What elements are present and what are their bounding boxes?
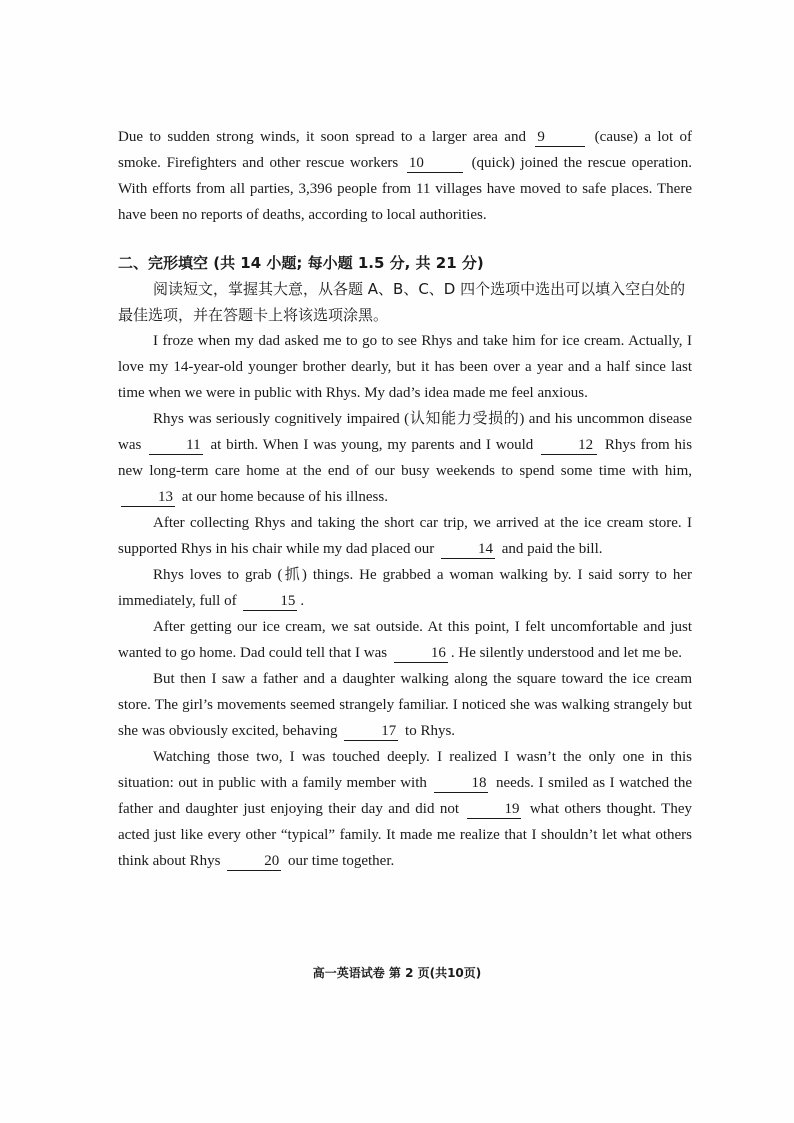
passage-text: at birth. When I was young, my parents and I would (210, 437, 534, 453)
blank-20: 20 (227, 852, 281, 871)
passage-text: Rhys loves to grab (抓) things. He grabbed a woman walking by. I said sorry to her immediately, full of (118, 567, 692, 609)
blank-18: 18 (434, 774, 488, 793)
passage-paragraph-6 (118, 666, 692, 744)
blank-9: 9 (535, 128, 585, 147)
intro-text: Due to sudden strong winds, it soon spread to a larger area and (118, 129, 526, 145)
passage-text: After collecting Rhys and taking the short car trip, we arrived at the ice cream store. I supported Rhys in his chair while my dad placed our (118, 515, 692, 557)
passage-text: to Rhys. (405, 723, 456, 739)
intro-text: (cause) a lot of smoke. Firefighters and other rescue workers (118, 129, 693, 171)
blank-12: 12 (541, 436, 597, 455)
passage-text: . He silently understood and let me be. (450, 645, 683, 661)
blank-14: 14 (441, 540, 495, 559)
blank-13: 13 (121, 488, 175, 507)
passage-text: But then I saw a father and a daughter walking along the square toward the ice cream store. The girl’s movements seemed strangely familiar. I noticed she was walking strangely but she was obviously excited, behaving (118, 671, 692, 739)
passage-text: what others thought. They acted just like every other “typical” family. It made me realize that I shouldn’t let what others think about Rhys (118, 801, 692, 869)
passage-text: . (300, 593, 305, 609)
passage-paragraph-5 (118, 614, 692, 666)
passage-paragraph-2 (118, 406, 692, 510)
blank-15: 15 (243, 592, 297, 611)
blank-10: 10 (407, 154, 463, 173)
blank-19: 19 (467, 800, 521, 819)
passage-text: our time together. (288, 853, 395, 869)
passage-text: After getting our ice cream, we sat outside. At this point, I felt uncomfortable and just wanted to go home. Dad could tell that I was (118, 619, 692, 661)
passage-text: and paid the bill. (501, 541, 603, 557)
intro-text: (quick) joined the rescue operation. With efforts from all parties, 3,396 people from 11 villages have moved to safe places. There have been no reports of deaths, according to local authorities. (118, 155, 692, 223)
passage-paragraph-3 (118, 510, 692, 562)
blank-16: 16 (394, 644, 448, 663)
passage-paragraph-7 (118, 744, 692, 874)
passage-paragraph-1: I froze when my dad asked me to go to see Rhys and take him for ice cream. Actually, I love my 14-year-old younger brother dearly, but it has been over a year and a half since last time when we were in public with Rhys. My dad’s idea made me feel anxious. (118, 333, 692, 401)
passage-paragraph-4 (118, 562, 692, 614)
page-content (118, 124, 692, 874)
passage-text: needs. I smiled as I watched the father and daughter just enjoying their day and did not (118, 775, 693, 817)
blank-17: 17 (344, 722, 398, 741)
section-title: 二、完形填空 (共 14 小题; 每小题 1.5 分, 共 21 分) (118, 254, 484, 272)
intro-paragraph (118, 124, 692, 228)
passage-text: Rhys from his new long-term care home at the end of our busy weekends to spend some time with him, (118, 437, 693, 479)
passage-text: at our home because of his illness. (181, 489, 388, 505)
section-instruction: 阅读短文，掌握其大意，从各题 A、B、C、D 四个选项中选出可以填入空白处的最佳选项，并在答题卡上将该选项涂黑。 (118, 280, 686, 324)
passage-text: Rhys was seriously cognitively impaired (认知能力受损的) and his uncommon disease was (118, 411, 692, 453)
passage-text: Watching those two, I was touched deeply. I realized I wasn’t the only one in this situation: out in public with a family member with (118, 749, 692, 791)
blank-11: 11 (149, 436, 202, 455)
page-footer: 高一英语试卷 第 2 页(共10页) (312, 966, 482, 980)
